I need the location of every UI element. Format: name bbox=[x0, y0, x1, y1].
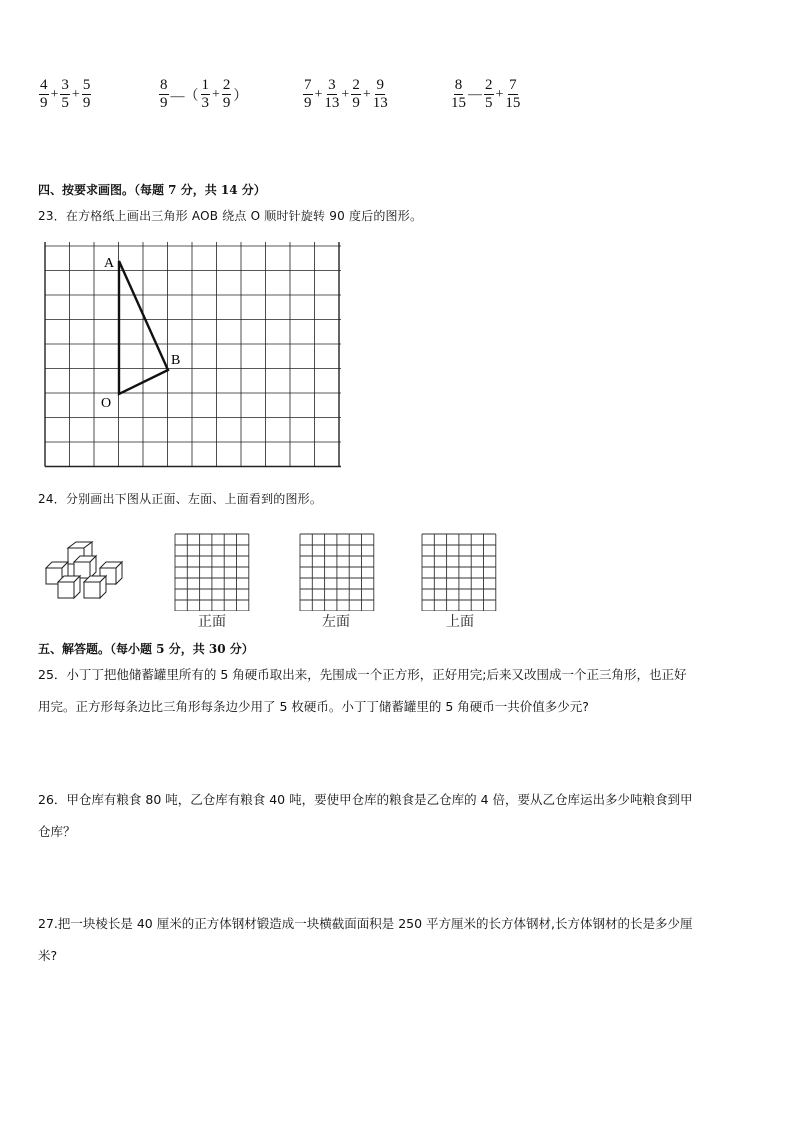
question-25-line-1: 25．小丁丁把他储蓄罐里所有的 5 角硬币取出来，先围成一个正方形，正好用完;后来又改围成一个正三角形，也正好 bbox=[38, 667, 687, 682]
fraction bbox=[159, 78, 169, 111]
question-26-line-2: 仓库？ bbox=[38, 824, 76, 839]
fraction bbox=[351, 78, 361, 111]
operator: + bbox=[341, 86, 350, 102]
operator: — bbox=[468, 86, 482, 102]
label-o: O bbox=[101, 396, 112, 411]
calc-expression-4 bbox=[450, 78, 521, 111]
operator: + bbox=[362, 86, 371, 102]
numerator: 5 bbox=[82, 77, 91, 93]
front-view-label: 正面 bbox=[198, 614, 226, 630]
denominator: 3 bbox=[201, 95, 209, 111]
numerator: 8 bbox=[454, 77, 463, 93]
numerator: 1 bbox=[201, 77, 209, 93]
numerator: 7 bbox=[304, 77, 312, 93]
numerator: 2 bbox=[222, 77, 231, 93]
numerator: 9 bbox=[376, 77, 384, 93]
fraction bbox=[324, 78, 339, 111]
fraction bbox=[60, 78, 70, 111]
left-view-label: 左面 bbox=[322, 614, 350, 630]
operator: + bbox=[50, 86, 59, 102]
fraction bbox=[451, 78, 466, 111]
label-b: B bbox=[171, 353, 181, 368]
question-27-line-2: 米? bbox=[38, 948, 58, 963]
calc-expression-3 bbox=[302, 78, 389, 111]
question-25-line-2: 用完。正方形每条边比三角形每条边少用了 5 枚硬币。小丁丁储蓄罐里的 5 角硬币一共价值多少元? bbox=[38, 699, 589, 714]
numerator: 3 bbox=[61, 77, 69, 93]
denominator: 9 bbox=[82, 95, 91, 111]
fraction bbox=[484, 78, 494, 111]
fraction bbox=[201, 78, 211, 111]
question-26 bbox=[38, 784, 768, 848]
label-a: A bbox=[104, 256, 115, 271]
operator: + bbox=[495, 86, 504, 102]
operator: + bbox=[212, 86, 220, 102]
denominator: 15 bbox=[451, 95, 466, 111]
section-5-title: 五、解答题。（每小题 5 分，共 30 分） bbox=[38, 642, 254, 656]
numerator: 3 bbox=[328, 77, 336, 93]
denominator: 5 bbox=[61, 95, 69, 111]
question-27-line-1: 27.把一块棱长是 40 厘米的正方体钢材锻造成一块横截面面积是 250 平方厘米的长方体钢材,长方体钢材的长是多少厘 bbox=[38, 916, 693, 931]
question-27 bbox=[38, 908, 768, 972]
question-26-line-1: 26．甲仓库有粮食 80 吨，乙仓库有粮食 40 吨，要使甲仓库的粮食是乙仓库的 4 倍，要从乙仓库运出多少吨粮食到甲 bbox=[38, 792, 693, 807]
denominator: 9 bbox=[40, 95, 48, 111]
question-25 bbox=[38, 659, 768, 723]
question-24-text: 24．分别画出下图从正面、左面、上面看到的图形。 bbox=[38, 492, 323, 506]
fraction bbox=[373, 78, 388, 111]
denominator: 5 bbox=[485, 95, 493, 111]
operator: ） bbox=[233, 88, 248, 104]
fraction bbox=[303, 78, 313, 111]
operator: + bbox=[314, 86, 323, 102]
cube-stack-figure bbox=[44, 538, 124, 608]
q23-grid-figure bbox=[40, 240, 345, 472]
question-23-text: 23．在方格纸上画出三角形 AOB 绕点 O 顺时针旋转 90 度后的图形。 bbox=[38, 209, 423, 223]
operator: + bbox=[71, 86, 80, 102]
denominator: 13 bbox=[324, 95, 340, 111]
left-view-grid bbox=[299, 533, 375, 611]
section-4-title: 四、按要求画图。（每题 7 分，共 14 分） bbox=[38, 183, 266, 197]
denominator: 9 bbox=[160, 95, 168, 111]
numerator: 4 bbox=[40, 77, 48, 93]
numerator: 8 bbox=[160, 77, 168, 93]
top-view-grid bbox=[421, 533, 497, 611]
numerator: 2 bbox=[485, 77, 493, 93]
calc-expression-1 bbox=[38, 78, 92, 111]
numerator: 2 bbox=[352, 77, 360, 93]
denominator: 13 bbox=[372, 95, 388, 111]
denominator: 9 bbox=[304, 95, 312, 111]
numerator: 7 bbox=[509, 77, 517, 93]
denominator: 15 bbox=[505, 95, 521, 111]
calc-expression-2 bbox=[158, 78, 248, 111]
calc-row bbox=[38, 78, 758, 122]
fraction bbox=[82, 78, 92, 111]
grid-paper bbox=[45, 242, 341, 467]
triangle-aob bbox=[119, 261, 168, 394]
denominator: 9 bbox=[352, 95, 360, 111]
top-view-label: 上面 bbox=[446, 614, 474, 630]
operator: —（ bbox=[170, 88, 199, 104]
fraction bbox=[222, 78, 232, 111]
denominator: 9 bbox=[222, 95, 231, 111]
fraction bbox=[505, 78, 520, 111]
fraction bbox=[39, 78, 49, 111]
front-view-grid bbox=[174, 533, 250, 611]
